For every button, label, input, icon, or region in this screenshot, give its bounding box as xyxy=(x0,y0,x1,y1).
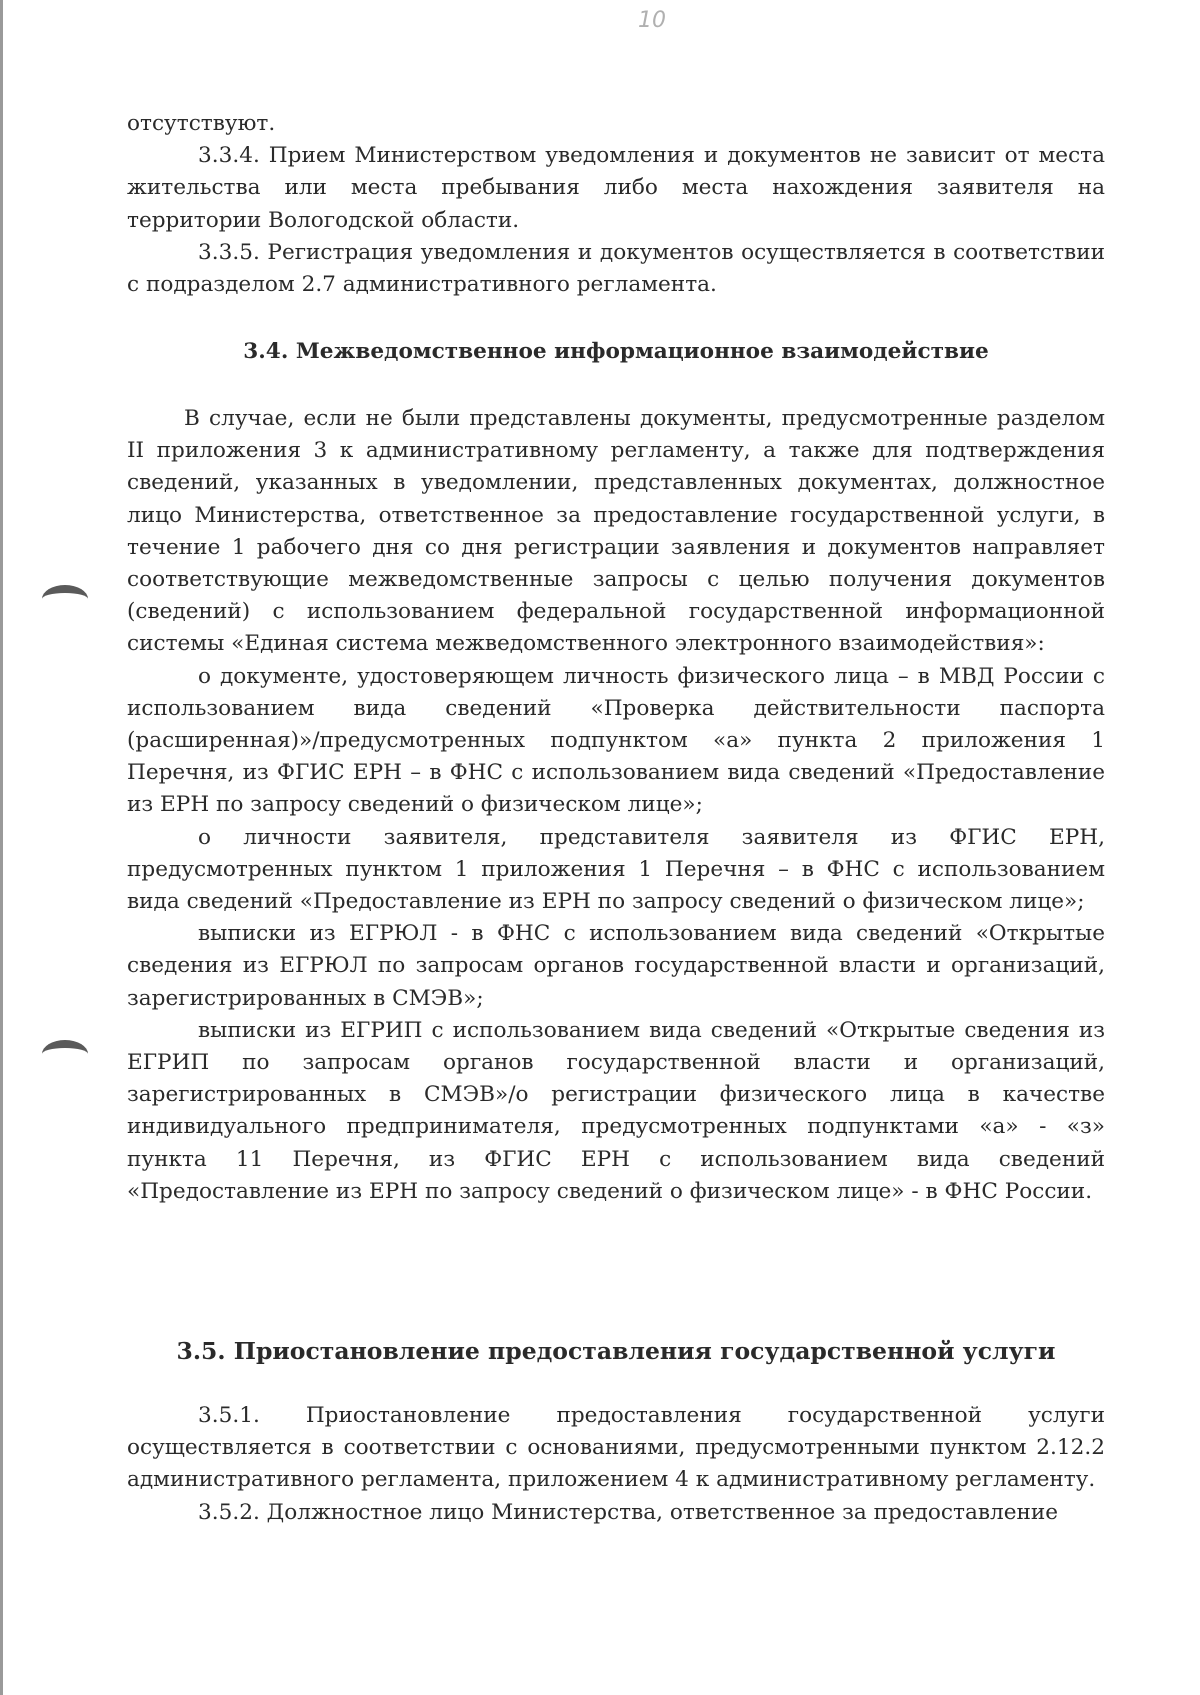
paragraph-351: 3.5.1. Приостановление предоставления государственной услуги осуществляется в соответствии с основаниями, предусмотренными пунктом 2.12.2 административного регламента, приложением 4 к административному регламенту. xyxy=(127,1403,1105,1493)
section-33-continuation xyxy=(127,108,1105,301)
paragraph-34-intro: В случае, если не были представлены документы, предусмотренные разделом II приложения 3 к административному регламенту, а также для подтверждения сведений, указанных в уведомлении, представленных документах, должностное лицо Министерства, ответственное за предоставление государственной услуги, в течение 1 рабочего дня со дня регистрации заявления и документов направляет соответствующие межведомственные запросы с целью получения документов (сведений) с использованием федеральной государственной информационной системы «Единая система межведомственного электронного взаимодействия»: xyxy=(127,406,1105,657)
binder-hole-mark xyxy=(42,585,88,613)
paragraph-335: 3.3.5. Регистрация уведомления и документов осуществляется в соответствии с подразделом 2.7 административного регламента. xyxy=(127,239,1105,298)
paragraph-334: 3.3.4. Прием Министерством уведомления и документов не зависит от места жительства или места пребывания либо места нахождения заявителя на территории Вологодской области. xyxy=(127,143,1105,233)
list-item-applicant-identity: о личности заявителя, представителя заявителя из ФГИС ЕРН, предусмотренных пунктом 1 приложения 1 Перечня – в ФНС с использованием вида сведений «Предоставление из ЕРН по запросу сведений о физическом лице»; xyxy=(127,824,1105,915)
section-35-body xyxy=(127,1400,1105,1529)
list-item-egrip-extract: выписки из ЕГРИП с использованием вида сведений «Открытые сведения из ЕГРИП по запросам органов государственной власти и организаций, зарегистрированных в СМЭВ»/о регистрации физического лица в качестве индивидуального предпринимателя, предусмотренных подпунктами «а» - «з» пункта 11 Перечня, из ФГИС ЕРН с использованием вида сведений «Предоставление из ЕРН по запросу сведений о физическом лице» - в ФНС России. xyxy=(127,1017,1105,1204)
section-34-body xyxy=(127,403,1105,1208)
section-heading-35: 3.5. Приостановление предоставления государственной услуги xyxy=(176,1337,1056,1365)
list-item-identity-document: о документе, удостоверяющем личность физического лица – в МВД России с использованием вида сведений «Проверка действительности паспорта (расширенная)»/предусмотренных подпунктом «а» пункта 2 приложения 1 Перечня, из ФГИС ЕРН – в ФНС с использованием вида сведений «Предоставление из ЕРН по запросу сведений о физическом лице»; xyxy=(127,663,1105,818)
section-heading-34: 3.4. Межведомственное информационное взаимодействие xyxy=(243,339,989,364)
page-number: 10 xyxy=(638,8,666,33)
paragraph-352: 3.5.2. Должностное лицо Министерства, ответственное за предоставление xyxy=(198,1499,1059,1525)
scan-left-edge xyxy=(0,0,3,1695)
binder-hole-mark xyxy=(42,1040,88,1068)
paragraph: отсутствуют. xyxy=(127,111,276,136)
list-item-egrul-extract: выписки из ЕГРЮЛ - в ФНС с использованием вида сведений «Открытые сведения из ЕГРЮЛ по запросам органов государственной власти и организаций, зарегистрированных в СМЭВ»; xyxy=(127,921,1105,1011)
